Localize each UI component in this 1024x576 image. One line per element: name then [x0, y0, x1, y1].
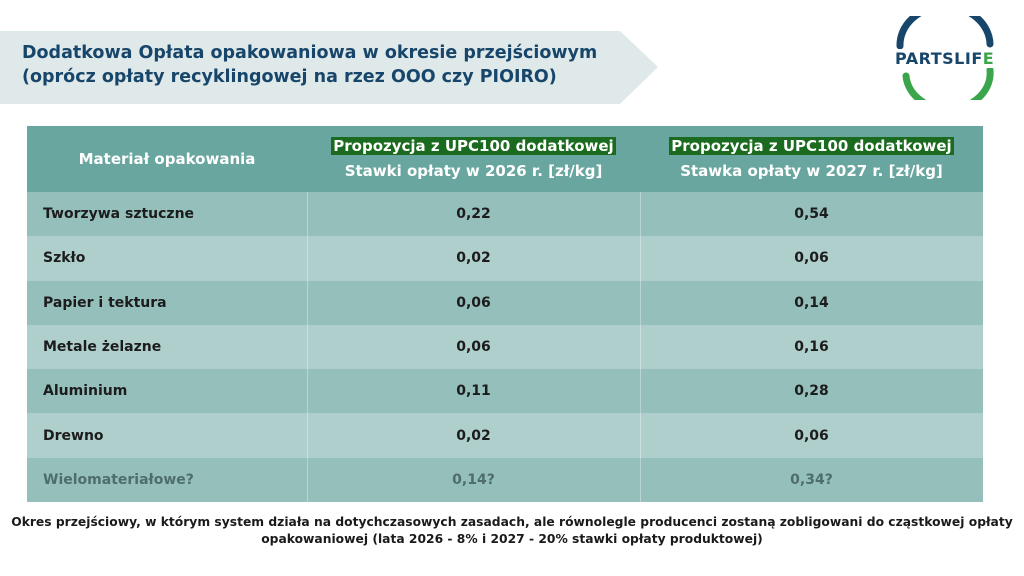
footnote-line-2: opakowaniowej (lata 2026 - 8% i 2027 - 20% stawki opłaty produktowej)	[261, 532, 763, 546]
header-2026-highlight: Propozycja z UPC100 dodatkowej	[333, 137, 614, 155]
header-2027-highlight: Propozycja z UPC100 dodatkowej	[671, 137, 952, 155]
material-cell: Aluminium	[27, 369, 307, 413]
logo-text-accent: E	[982, 49, 995, 68]
table-row	[27, 325, 983, 369]
rate-2027-cell: 0,06	[640, 236, 983, 280]
material-cell: Szkło	[27, 236, 307, 280]
rate-2027-cell: 0,16	[640, 325, 983, 369]
table-row	[27, 369, 983, 413]
rate-2027-cell: 0,28	[640, 369, 983, 413]
header-2026-sub: Stawki opłaty w 2026 r. [zł/kg]	[344, 162, 603, 180]
material-cell: Tworzywa sztuczne	[27, 192, 307, 236]
table-header-row	[27, 126, 983, 192]
header-material: Materiał opakowania	[27, 126, 307, 192]
material-cell: Metale żelazne	[27, 325, 307, 369]
rate-2027-cell: 0,14	[640, 281, 983, 325]
header-2027	[640, 126, 983, 192]
footnote	[0, 514, 1024, 548]
table-row	[27, 236, 983, 280]
table-row	[27, 413, 983, 457]
header-2027-sub: Stawka opłaty w 2027 r. [zł/kg]	[680, 162, 943, 180]
rate-2027-cell: 0,06	[640, 413, 983, 457]
title-line-2: (oprócz opłaty recyklingowej na rzez OOO czy PIOIRO)	[22, 67, 557, 87]
table-row	[27, 458, 983, 502]
fee-table	[27, 126, 984, 502]
material-cell: Papier i tektura	[27, 281, 307, 325]
footnote-line-1: Okres przejściowy, w którym system działa na dotychczasowych zasadach, ale równolegle producenci zostaną zobligowani do cząstkowej opłaty	[11, 515, 1013, 529]
rate-2026-cell: 0,02	[307, 413, 640, 457]
table-row	[27, 281, 983, 325]
title-line-1: Dodatkowa Opłata opakowaniowa w okresie przejściowym	[22, 43, 598, 63]
rate-2026-cell: 0,22	[307, 192, 640, 236]
header-2026	[307, 126, 640, 192]
rate-2026-cell: 0,11	[307, 369, 640, 413]
material-cell: Wielomateriałowe?	[27, 458, 307, 502]
rate-2026-cell: 0,06	[307, 325, 640, 369]
rate-2027-cell: 0,34?	[640, 458, 983, 502]
rate-2026-cell: 0,02	[307, 236, 640, 280]
rate-2027-cell: 0,54	[640, 192, 983, 236]
material-cell: Drewno	[27, 413, 307, 457]
rate-2026-cell: 0,06	[307, 281, 640, 325]
page-title	[22, 41, 662, 89]
logo-text-main: PARTSLIF	[895, 49, 983, 68]
partslife-logo	[890, 16, 1000, 100]
logo-text	[894, 49, 995, 68]
rate-2026-cell: 0,14?	[307, 458, 640, 502]
table-row	[27, 192, 983, 236]
